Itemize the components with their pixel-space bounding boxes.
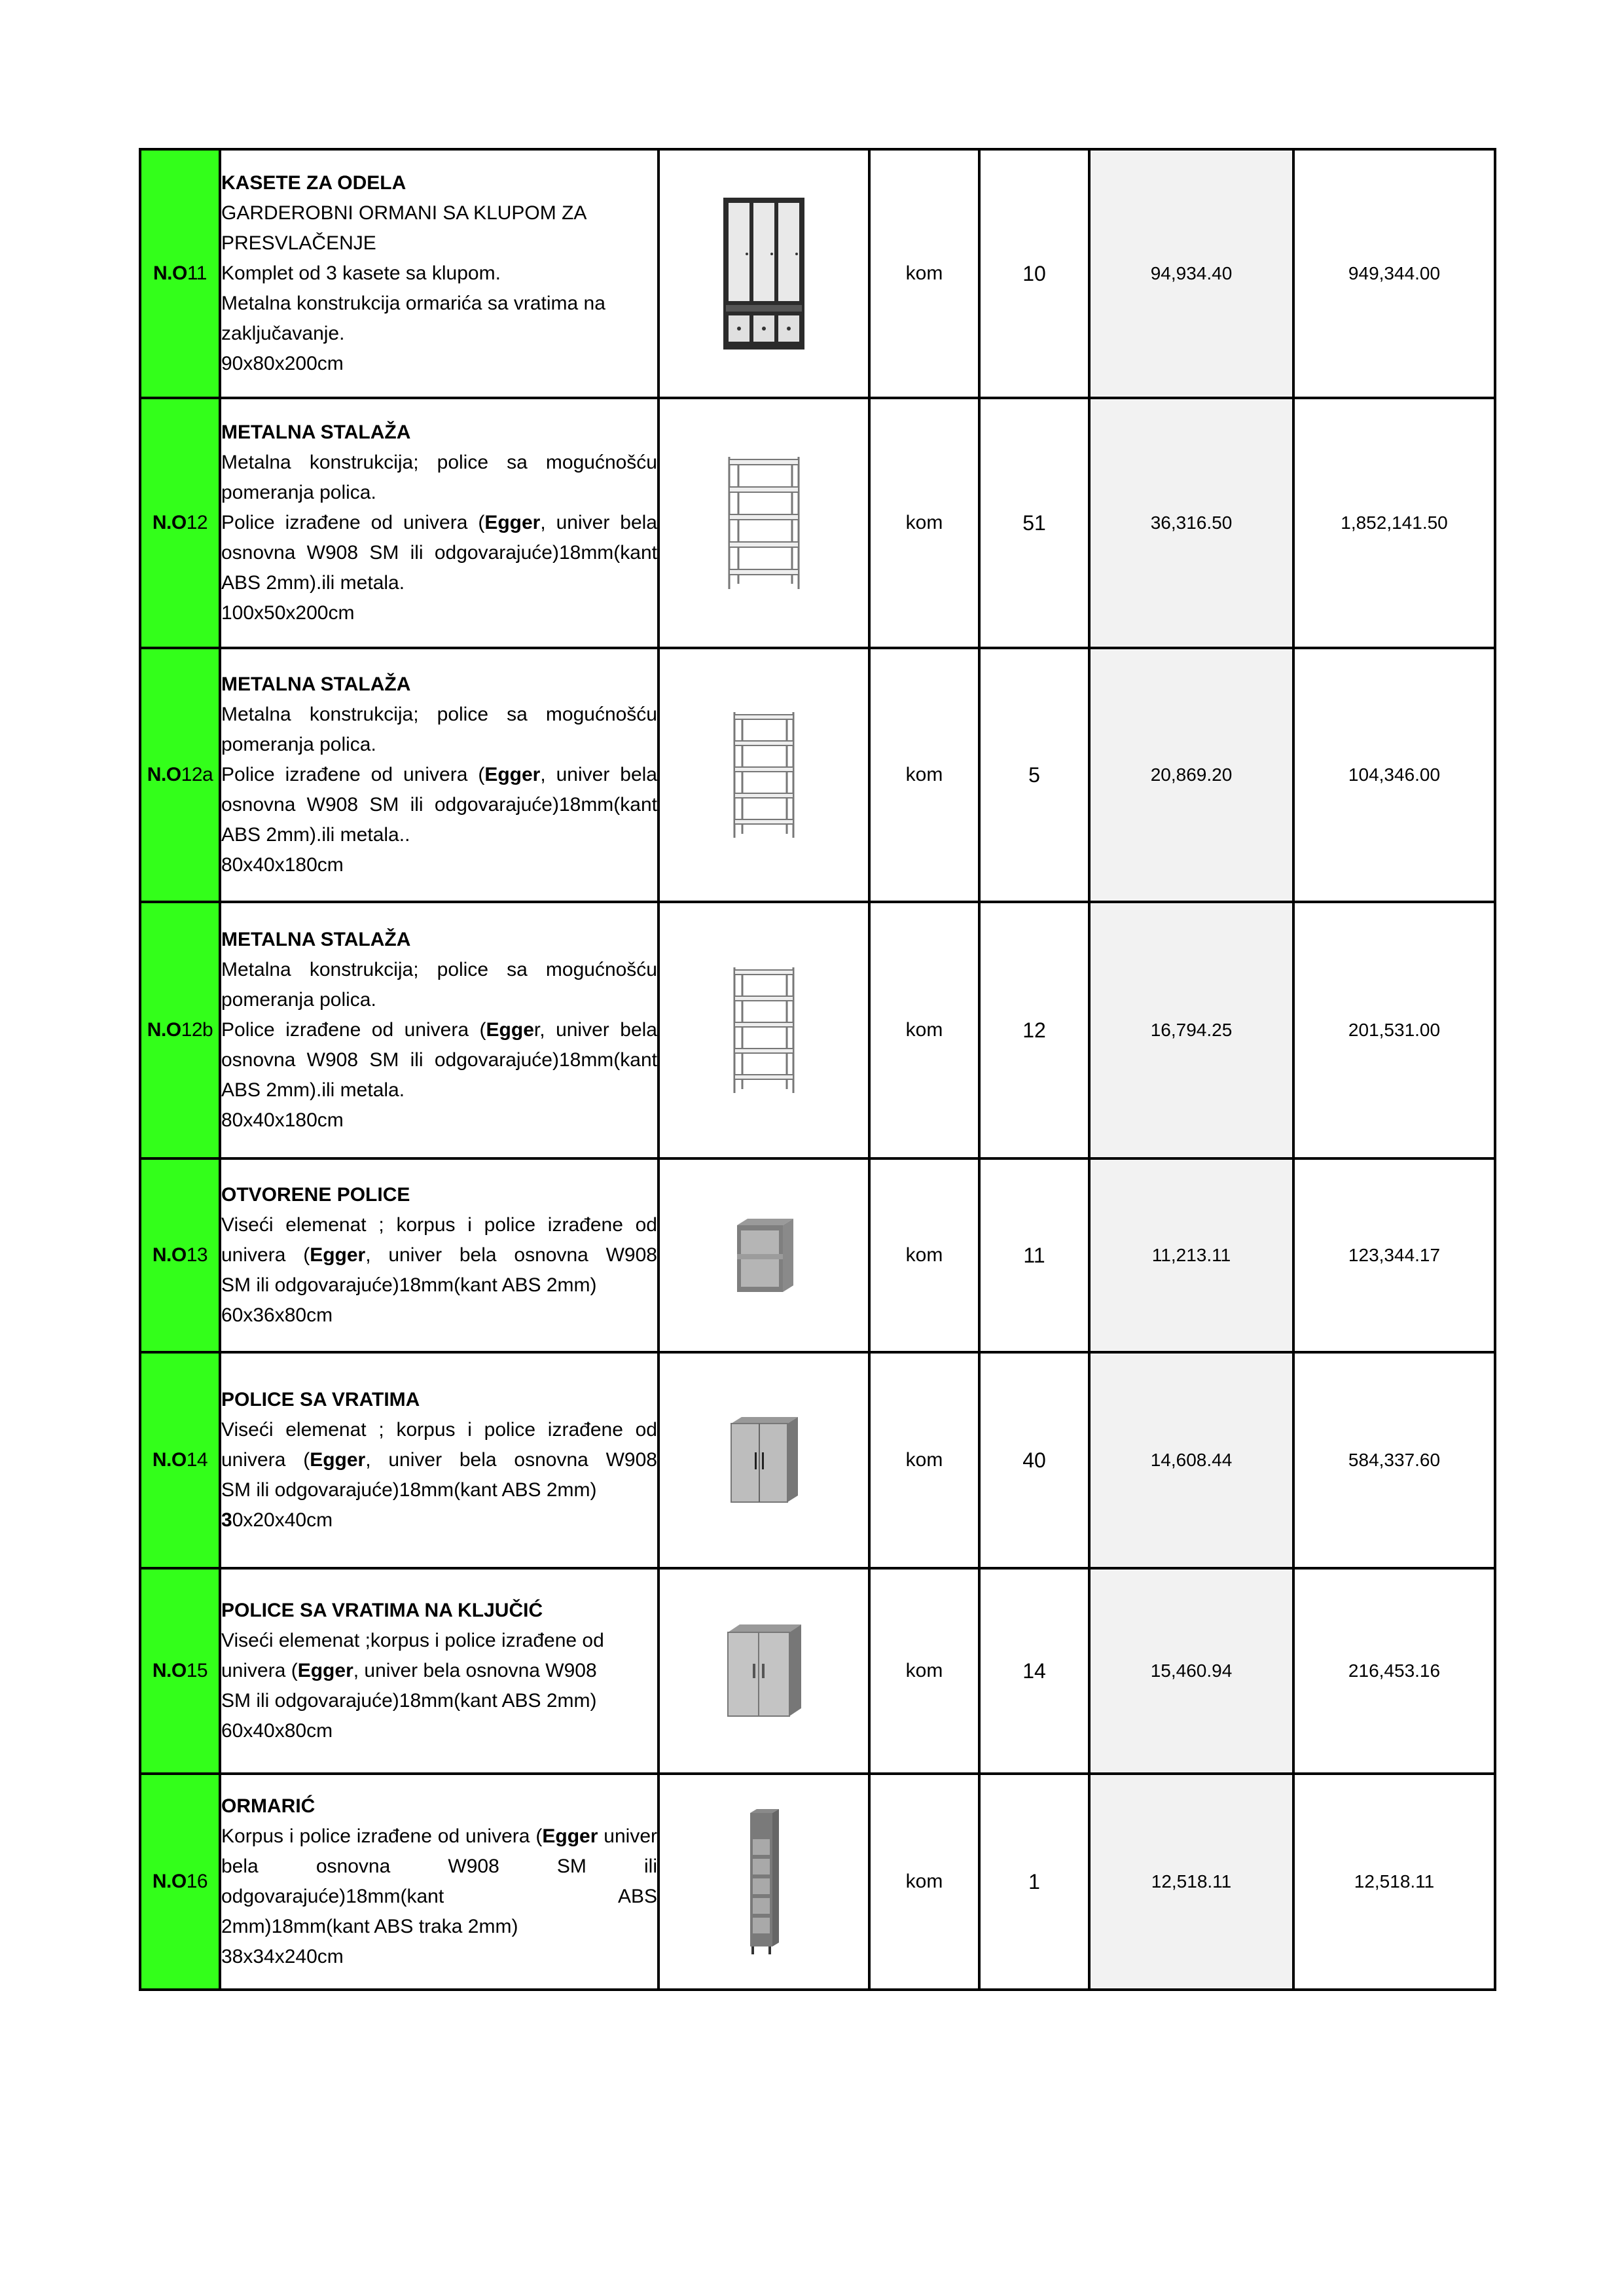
item-quantity: 1 — [979, 1774, 1089, 1990]
item-title: POLICE SA VRATIMA NA KLJUČIĆ — [221, 1600, 543, 1621]
item-image — [659, 398, 869, 648]
item-unit: kom — [869, 902, 979, 1158]
metal-shelf-icon — [728, 709, 800, 840]
item-description: METALNA STALAŽA Metalna konstrukcija; police sa mogućnošću pomeranja polica. Police izrađene od univera (Egger, univer bela osnovna W908 SM ili odgovarajuće)18mm(kant ABS 2mm).ili metala. 100x50x200cm — [220, 398, 659, 648]
item-code: N.O15 — [140, 1568, 220, 1774]
item-image — [659, 648, 869, 902]
table-row — [140, 1158, 1495, 1352]
item-unit-price: 12,518.11 — [1089, 1774, 1293, 1990]
item-image — [659, 1158, 869, 1352]
table-row — [140, 648, 1495, 902]
table-row — [140, 1568, 1495, 1774]
item-description: ORMARIĆ Korpus i police izrađene od univera (Egger univer bela osnovna W908 SM ili odgovarajuće)18mm(kant ABS 2mm)18mm(kant ABS traka 2mm) 38x34x240cm — [220, 1774, 659, 1990]
item-description: METALNA STALAŽA Metalna konstrukcija; police sa mogućnošću pomeranja polica. Police izrađene od univera (Egger, univer bela osnovna W908 SM ili odgovarajuće)18mm(kant ABS 2mm).ili metala. 80x40x180cm — [220, 902, 659, 1158]
item-unit-price: 15,460.94 — [1089, 1568, 1293, 1774]
item-total: 123,344.17 — [1293, 1158, 1495, 1352]
item-total: 949,344.00 — [1293, 149, 1495, 398]
item-title: OTVORENE POLICE — [221, 1184, 410, 1206]
item-image — [659, 1352, 869, 1568]
item-title: POLICE SA VRATIMA — [221, 1389, 420, 1410]
item-total: 104,346.00 — [1293, 648, 1495, 902]
item-quantity: 51 — [979, 398, 1089, 648]
item-unit: kom — [869, 1568, 979, 1774]
open-shelf-icon — [728, 1216, 800, 1295]
item-image — [659, 149, 869, 398]
item-image — [659, 1568, 869, 1774]
table-row — [140, 149, 1495, 398]
table-row — [140, 398, 1495, 648]
item-title: METALNA STALAŽA — [221, 929, 411, 950]
item-title: ORMARIĆ — [221, 1795, 316, 1817]
cabinet-doors-icon — [725, 1414, 803, 1506]
item-title: METALNA STALAŽA — [221, 422, 411, 443]
item-title: KASETE ZA ODELA — [221, 172, 406, 194]
item-description: METALNA STALAŽA Metalna konstrukcija; police sa mogućnošću pomeranja polica. Police izrađene od univera (Egger, univer bela osnovna W908 SM ili odgovarajuće)18mm(kant ABS 2mm).ili metala.. 80x40x180cm — [220, 648, 659, 902]
metal-shelf-icon — [721, 454, 806, 592]
item-unit-price: 94,934.40 — [1089, 149, 1293, 398]
item-unit: kom — [869, 648, 979, 902]
item-total: 216,453.16 — [1293, 1568, 1495, 1774]
item-quantity: 14 — [979, 1568, 1089, 1774]
item-unit-price: 16,794.25 — [1089, 902, 1293, 1158]
item-total: 201,531.00 — [1293, 902, 1495, 1158]
item-total: 12,518.11 — [1293, 1774, 1495, 1990]
item-unit: kom — [869, 1158, 979, 1352]
lockable-cabinet-icon — [721, 1622, 806, 1720]
item-quantity: 10 — [979, 149, 1089, 398]
item-description: OTVORENE POLICE Viseći elemenat ; korpus i police izrađene od univera (Egger, univer bela osnovna W908 SM ili odgovarajuće)18mm(kant ABS 2mm) 60x36x80cm — [220, 1158, 659, 1352]
item-unit-price: 14,608.44 — [1089, 1352, 1293, 1568]
table-row — [140, 902, 1495, 1158]
item-unit: kom — [869, 398, 979, 648]
item-description: KASETE ZA ODELA GARDEROBNI ORMANI SA KLUPOM ZA PRESVLAČENJE Komplet od 3 kasete sa klupom. Metalna konstrukcija ormarića sa vratima na zaključavanje. 90x80x200cm — [220, 149, 659, 398]
item-unit-price: 11,213.11 — [1089, 1158, 1293, 1352]
tall-cabinet-icon — [741, 1806, 787, 1957]
item-unit-price: 20,869.20 — [1089, 648, 1293, 902]
item-code: N.O14 — [140, 1352, 220, 1568]
items-table — [139, 148, 1496, 1991]
item-unit: kom — [869, 1352, 979, 1568]
item-code: N.O16 — [140, 1774, 220, 1990]
item-description: POLICE SA VRATIMA Viseći elemenat ; korpus i police izrađene od univera (Egger, univer bela osnovna W908 SM ili odgovarajuće)18mm(kant ABS 2mm) 30x20x40cm — [220, 1352, 659, 1568]
item-quantity: 5 — [979, 648, 1089, 902]
locker-bench-icon — [718, 195, 810, 352]
item-quantity: 11 — [979, 1158, 1089, 1352]
item-quantity: 40 — [979, 1352, 1089, 1568]
item-unit: kom — [869, 1774, 979, 1990]
item-total: 584,337.60 — [1293, 1352, 1495, 1568]
item-code: N.O13 — [140, 1158, 220, 1352]
item-image — [659, 902, 869, 1158]
metal-shelf-icon — [728, 965, 800, 1096]
item-unit-price: 36,316.50 — [1089, 398, 1293, 648]
item-title: METALNA STALAŽA — [221, 673, 411, 695]
table-row — [140, 1774, 1495, 1990]
item-description: POLICE SA VRATIMA NA KLJUČIĆ Viseći elemenat ;korpus i police izrađene od univera (Egger, univer bela osnovna W908 SM ili odgovarajuće)18mm(kant ABS 2mm) 60x40x80cm — [220, 1568, 659, 1774]
item-code: N.O12a — [140, 648, 220, 902]
item-quantity: 12 — [979, 902, 1089, 1158]
item-code: N.O11 — [140, 149, 220, 398]
item-total: 1,852,141.50 — [1293, 398, 1495, 648]
item-code: N.O12 — [140, 398, 220, 648]
item-code: N.O12b — [140, 902, 220, 1158]
item-image — [659, 1774, 869, 1990]
table-row — [140, 1352, 1495, 1568]
item-unit: kom — [869, 149, 979, 398]
